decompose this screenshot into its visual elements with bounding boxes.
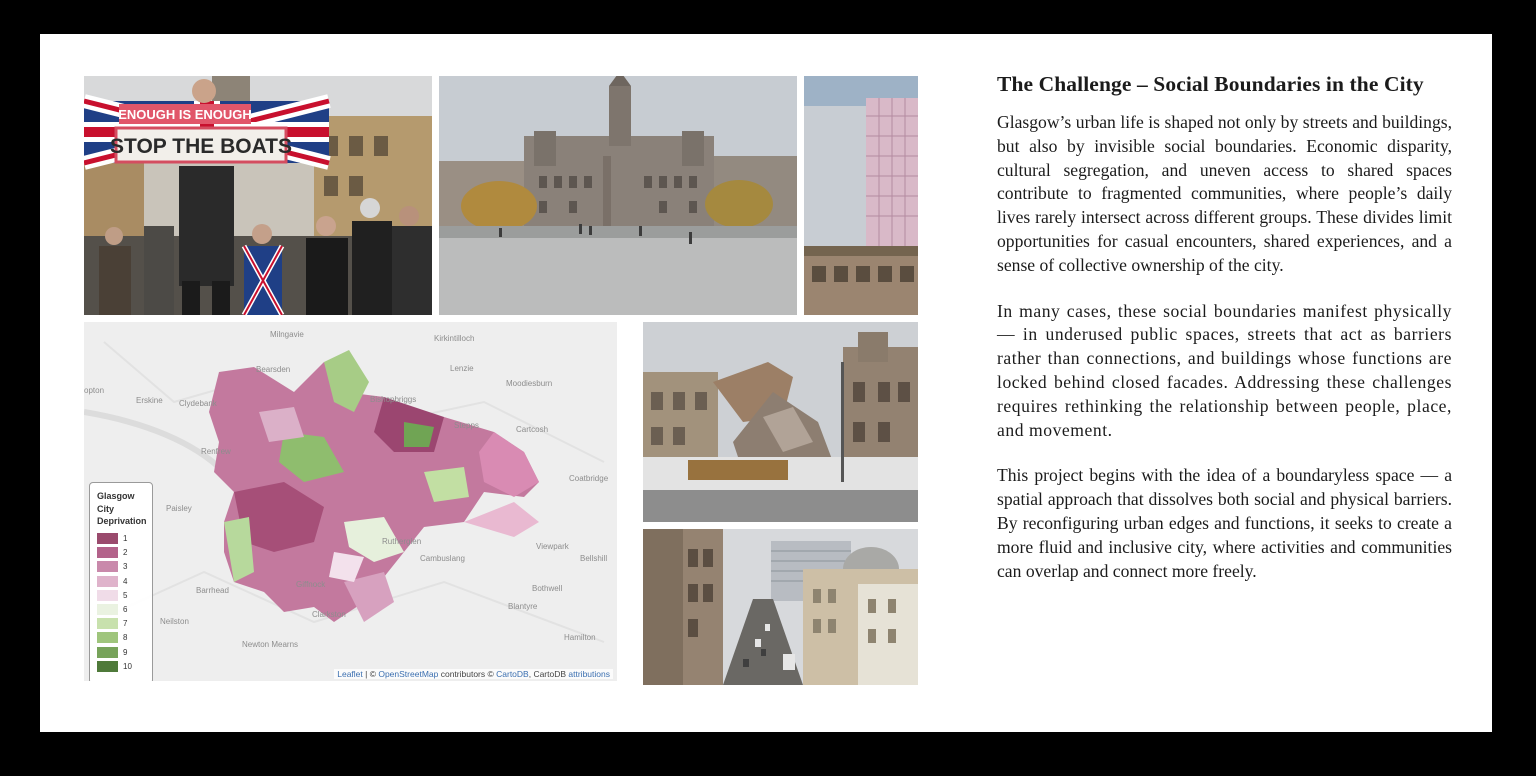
legend-item — [90, 631, 152, 645]
place-label: Coatbridge — [569, 474, 609, 483]
legend-swatch — [97, 647, 118, 658]
place-label: Kirkintilloch — [434, 334, 475, 343]
demolition-photo — [643, 322, 918, 522]
place-label: Lenzie — [450, 364, 474, 373]
legend-swatch — [97, 547, 118, 558]
banner-top-text: ENOUGH IS ENOUGH — [118, 107, 252, 122]
place-label: Moodiesburn — [506, 379, 553, 388]
place-label: Blantyre — [508, 602, 538, 611]
place-label: Cartcosh — [516, 425, 549, 434]
place-label: Paisley — [166, 504, 192, 513]
legend-title: Glasgow City Deprivation — [97, 491, 147, 526]
place-label: Clarkston — [312, 610, 346, 619]
place-label: Hamilton — [564, 633, 596, 642]
place-label: Bearsden — [256, 365, 291, 374]
place-label: Milngavie — [270, 330, 304, 339]
legend-label: 4 — [123, 576, 128, 586]
legend-item — [90, 560, 152, 574]
paragraph-3: This project begins with the idea of a boundaryless space — a spatial approach that dissolves both social and physical barriers. By reconfiguring urban edges and functions, it seeks to create a more fluid and inclusive city, where activities and communities can overlap and connect more freely. — [997, 465, 1452, 581]
text-column — [997, 72, 1452, 605]
place-label: Newton Mearns — [242, 640, 299, 649]
protest-photo — [84, 76, 432, 315]
legend-label: 10 — [123, 661, 132, 671]
legend-swatch — [97, 618, 118, 629]
legend-item — [90, 602, 152, 616]
place-label: Erskine — [136, 396, 163, 405]
place-label: Bothwell — [532, 584, 563, 593]
legend-label: 7 — [123, 619, 128, 629]
page-title: The Challenge – Social Boundaries in the City — [997, 72, 1424, 96]
legend-item — [90, 588, 152, 602]
paragraph-2: In many cases, these social boundaries manifest physically — in underused public spaces, streets that act as barriers rather than connections, and buildings whose functions are locked behind closed facades. Addressing these challenges requires rethinking the relationship between people, place, and movement. — [997, 300, 1452, 440]
map-legend — [89, 482, 153, 681]
legend-swatch — [97, 576, 118, 587]
legend-label: 8 — [123, 633, 128, 643]
place-label: opton — [84, 386, 105, 395]
legend-swatch — [97, 632, 118, 643]
legend-item — [90, 645, 152, 659]
legend-swatch — [97, 604, 118, 615]
place-label: Giffnock — [296, 580, 326, 589]
place-label: Renfrew — [201, 447, 231, 456]
deprivation-map[interactable] — [84, 322, 617, 681]
attribution-comma: , CartoDB — [528, 669, 569, 679]
cartodb-link[interactable]: CartoDB — [496, 669, 529, 679]
openstreetmap-link[interactable]: OpenStreetMap — [378, 669, 439, 679]
leaflet-link[interactable]: Leaflet — [337, 669, 363, 679]
attribution-contributors: contributors © — [438, 669, 497, 679]
place-label: Barrhead — [196, 586, 229, 595]
place-label: Bellshill — [580, 554, 608, 563]
attribution-separator: | © — [362, 669, 379, 679]
street-photo — [643, 529, 918, 685]
legend-swatch — [97, 561, 118, 572]
place-label: Neilston — [160, 617, 189, 626]
legend-swatch — [97, 590, 118, 601]
legend-label: 9 — [123, 647, 128, 657]
attributions-link[interactable]: attributions — [568, 669, 610, 679]
map-attribution — [334, 669, 613, 679]
legend-label: 5 — [123, 590, 128, 600]
legend-label: 3 — [123, 562, 128, 572]
place-label: Viewpark — [536, 542, 569, 551]
legend-label: 1 — [123, 534, 128, 544]
legend-item — [90, 532, 152, 546]
place-label: Clydebank — [179, 399, 217, 408]
facade-photo — [804, 76, 918, 315]
place-label: Bishopbriggs — [370, 395, 417, 404]
place-label: Cambuslang — [420, 554, 465, 563]
legend-item — [90, 574, 152, 588]
paragraph-1: Glasgow’s urban life is shaped not only by streets and buildings, but also by invisible social boundaries. Economic disparity, cultural segregation, and uneven access to shared spaces contribute to fragmented communities, where people’s daily lives rarely intersect across different groups. These divides limit opportunities for casual encounters, shared experiences, and a sense of collective ownership of the city. — [997, 112, 1452, 275]
legend-label: 2 — [123, 548, 128, 558]
legend-item — [90, 659, 152, 673]
place-label: Rutherglen — [382, 537, 422, 546]
page — [40, 34, 1492, 732]
legend-label: 6 — [123, 605, 128, 615]
city-chambers-photo — [439, 76, 797, 315]
legend-swatch — [97, 661, 118, 672]
legend-item — [90, 546, 152, 560]
legend-item — [90, 617, 152, 631]
place-label: Stepps — [454, 421, 479, 430]
legend-swatch — [97, 533, 118, 544]
banner-main-text: STOP THE BOATS — [109, 135, 293, 158]
